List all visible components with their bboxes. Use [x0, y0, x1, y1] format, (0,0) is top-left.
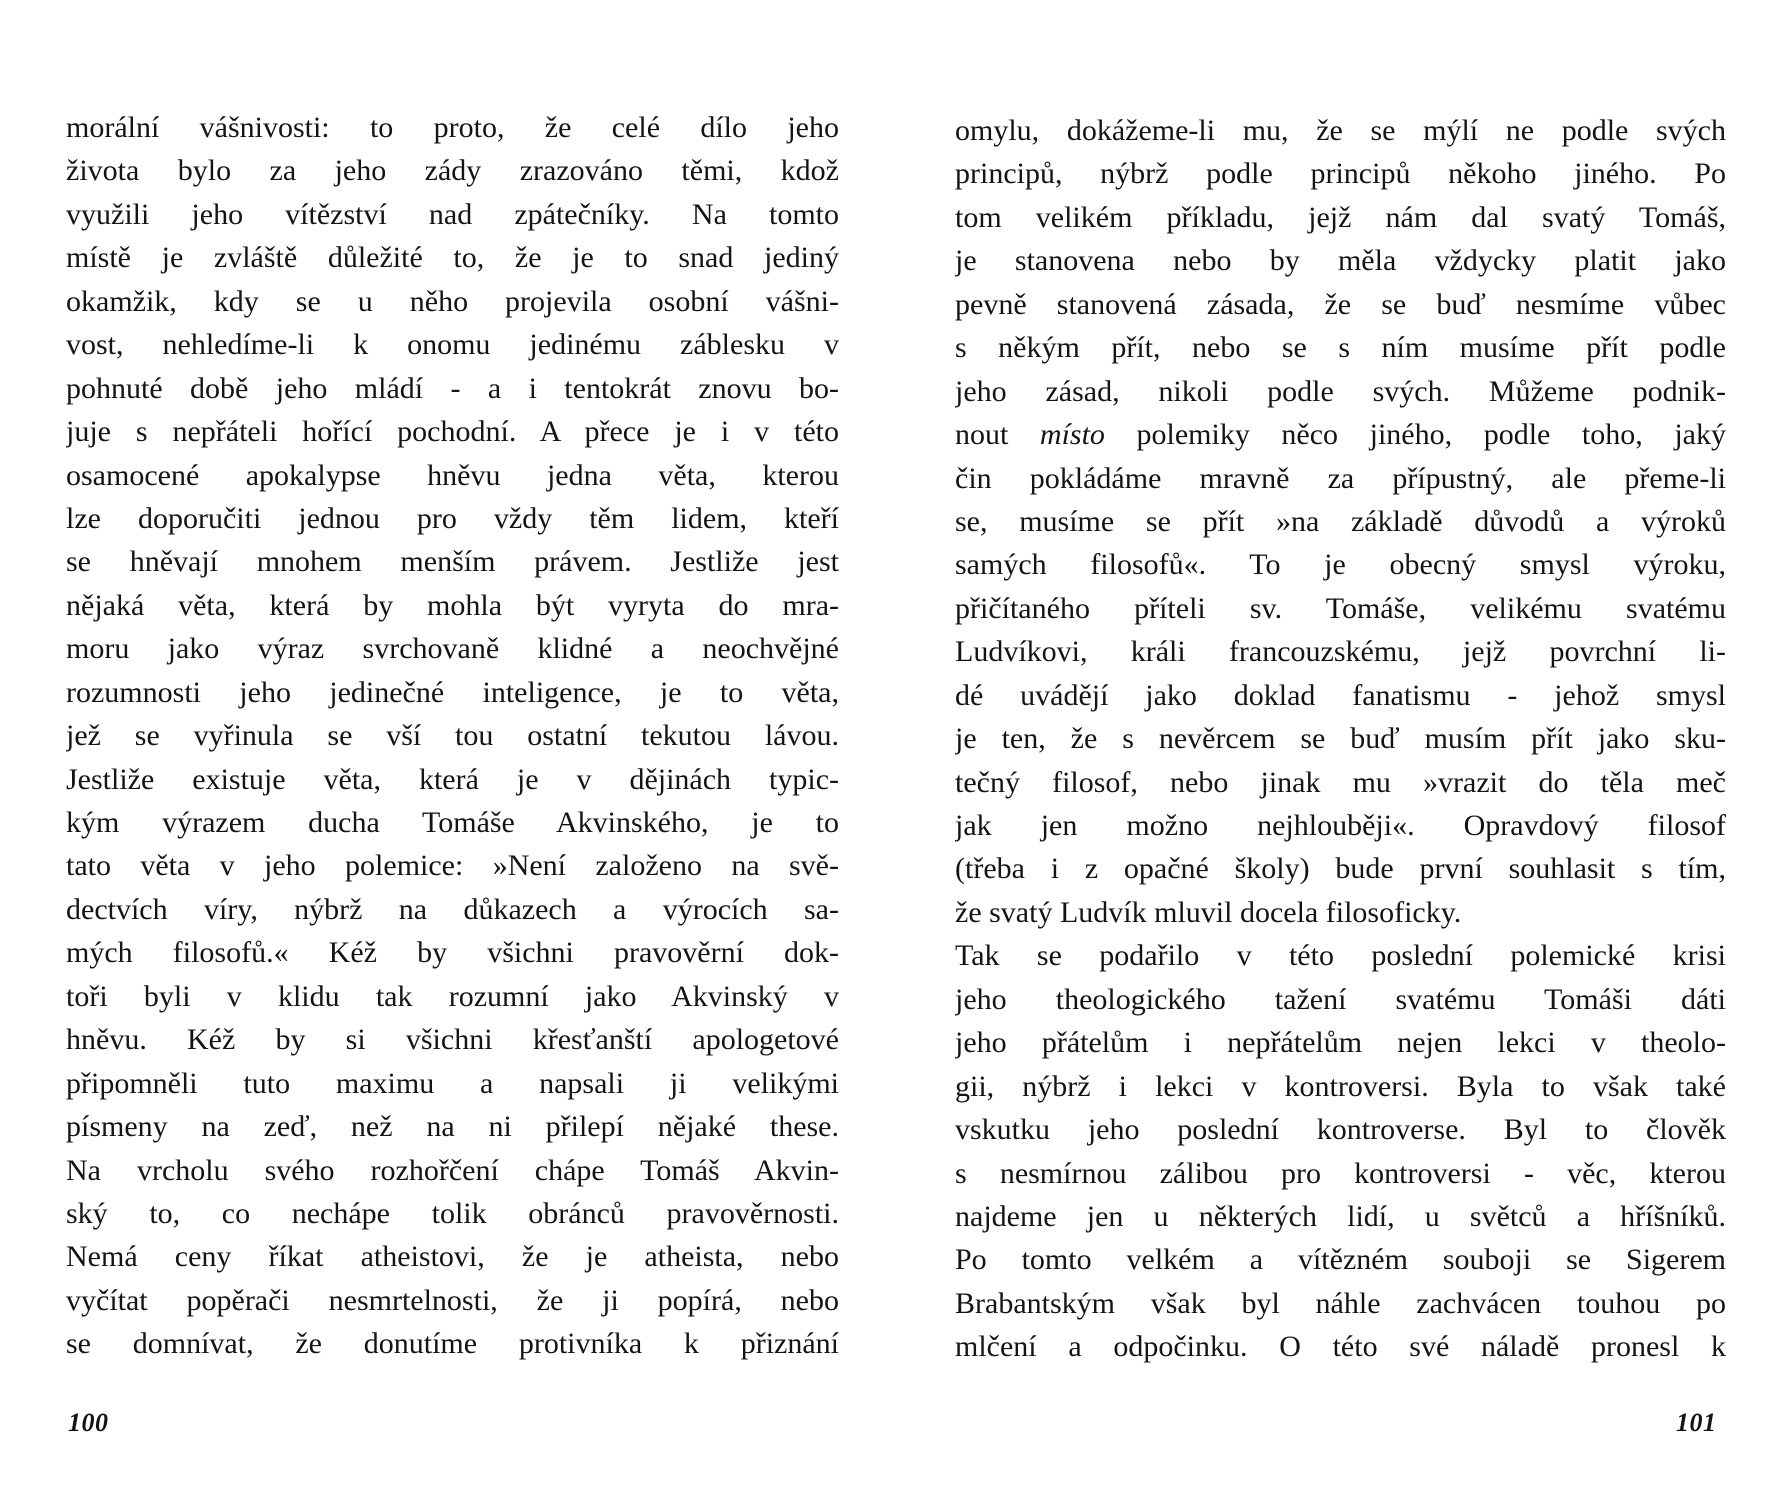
text-line: morální vášnivosti: to proto, že celé dílo jeho [66, 111, 839, 144]
text-line: najdeme jen u některých lidí, u světců a hříšníků. [955, 1199, 1726, 1233]
text-line: je ten, že s nevěrcem se buď musím přít jako sku- [955, 722, 1726, 756]
paragraph-end-line: že svatý Ludvík mluvil docela filosoficky. [955, 895, 1462, 929]
text-line: (třeba i z opačné školy) bude první souhlasit s tím, [955, 852, 1726, 886]
text-line: mlčení a odpočinku. O této své náladě pronesl k [955, 1330, 1726, 1364]
text-line: hněvu. Kéž by si všichni křesťanští apologetové [66, 1023, 839, 1057]
text-line: samých filosofů«. To je obecný smysl výroku, [955, 548, 1726, 582]
text-line: s nesmírnou zálibou pro kontroversi - věc, kterou [955, 1156, 1726, 1190]
text-line: osamocené apokalypse hněvu jedna věta, kterou [66, 458, 839, 492]
text-line: okamžik, kdy se u něho projevila osobní vášni- [66, 284, 839, 318]
text-line: jeho přátelům i nepřátelům nejen lekci v theolo- [955, 1026, 1726, 1060]
text-line: vyčítat popěrači nesmrtelnosti, že ji popírá, nebo [66, 1283, 839, 1317]
text-line: se hněvají mnohem menším právem. Jestliže jest [66, 545, 839, 579]
text-line: se, musíme se přít »na základě důvodů a výroků [955, 504, 1726, 538]
text-line: Ludvíkovi, králi francouzskému, jejž povrchní li- [955, 635, 1726, 669]
text-line: dé uvádějí jako doklad fanatismu - jehož smysl [955, 678, 1726, 712]
emphasized-word: místo [1039, 418, 1105, 452]
text-line: tato věta v jeho polemice: »Není založeno na svě- [66, 849, 839, 883]
text-line: mých filosofů.« Kéž by všichni pravověrní dok- [66, 936, 839, 970]
text-line: nout místo polemiky něco jiného, podle toho, jaký [955, 418, 1726, 452]
page-number: 101 [1676, 1408, 1717, 1437]
text-line: dectvích víry, nýbrž na důkazech a výrocích sa- [66, 892, 839, 926]
text-line: vost, nehledíme-li k onomu jedinému záblesku v [66, 328, 839, 362]
page-number: 100 [68, 1408, 109, 1437]
text-line: přičítaného příteli sv. Tomáše, velikému svatému [955, 591, 1726, 625]
text-line: využili jeho vítězství nad zpátečníky. Na tomto [66, 197, 839, 231]
text-line: pohnuté době jeho mládí - a i tentokrát znovu bo- [66, 371, 839, 405]
text-line: nějaká věta, která by mohla být vyryta do mra- [66, 588, 839, 622]
text-line: jeho zásad, nikoli podle svých. Můžeme podnik- [955, 374, 1726, 408]
text-line: Tak se podařilo v této poslední polemické krisi [955, 939, 1726, 973]
left-page-text [66, 106, 839, 1366]
text-line: moru jako výraz svrchovaně klidné a neochvějné [66, 632, 839, 666]
text-line: principů, nýbrž podle principů někoho jiného. Po [955, 157, 1726, 191]
text-line: jak jen možno nejhlouběji«. Opravdový filosof [955, 809, 1726, 842]
text-line: čin pokládáme mravně za přípustný, ale přeme-li [955, 461, 1726, 495]
text-line: jeho theologického tažení svatému Tomáši dáti [955, 982, 1726, 1016]
text-line: Jestliže existuje věta, která je v dějinách typic- [66, 762, 839, 796]
text-line: s někým přít, nebo se s ním musíme přít podle [955, 331, 1726, 365]
text-line: tečný filosof, nebo jinak mu »vrazit do těla meč [955, 765, 1726, 799]
text-line: gii, nýbrž i lekci v kontroversi. Byla to však také [955, 1069, 1726, 1103]
text-line: je stanovena nebo by měla vždycky platit jako [955, 244, 1726, 278]
text-line: písmeny na zeď, než na ni přilepí nějaké these. [66, 1110, 839, 1144]
text-line: připomněli tuto maximu a napsali ji velikými [66, 1066, 839, 1100]
text-line: Brabantským však byl náhle zachvácen touhou po [955, 1286, 1726, 1320]
text-line: omylu, dokážeme-li mu, že se mýlí ne podle svých [955, 114, 1726, 147]
right-page-text [955, 109, 1726, 1369]
text-line: místě je zvláště důležité to, že je to snad jediný [66, 241, 839, 275]
text-line: pevně stanovená zásada, že se buď nesmíme vůbec [955, 287, 1726, 321]
text-line: vskutku jeho poslední kontroverse. Byl to člověk [955, 1113, 1726, 1147]
text-line: lze doporučiti jednou pro vždy těm lidem, kteří [66, 501, 839, 535]
text-line: se domnívat, že donutíme protivníka k přiznání [66, 1327, 839, 1361]
text-line: jež se vyřinula se vší tou ostatní tekutou lávou. [66, 719, 839, 753]
text-line: Na vrcholu svého rozhořčení chápe Tomáš Akvin- [66, 1153, 839, 1187]
text-line: života bylo za jeho zády zrazováno těmi, kdož [66, 154, 839, 188]
text-line: ský to, co nechápe tolik obránců pravověrnosti. [66, 1196, 839, 1230]
text-line: Po tomto velkém a vítězném souboji se Sigerem [955, 1243, 1726, 1277]
text-line: rozumnosti jeho jedinečné inteligence, je to věta, [66, 675, 839, 709]
text-line: juje s nepřáteli hořící pochodní. A přece je i v této [66, 415, 839, 449]
right-page [893, 0, 1786, 1500]
text-line: Nemá ceny říkat atheistovi, že je atheista, nebo [66, 1240, 839, 1274]
text-line: tom velikém příkladu, jejž nám dal svatý Tomáš, [955, 200, 1726, 234]
text-line: toři byli v klidu tak rozumní jako Akvinský v [66, 979, 839, 1013]
text-line: kým výrazem ducha Tomáše Akvinského, je to [66, 806, 839, 839]
